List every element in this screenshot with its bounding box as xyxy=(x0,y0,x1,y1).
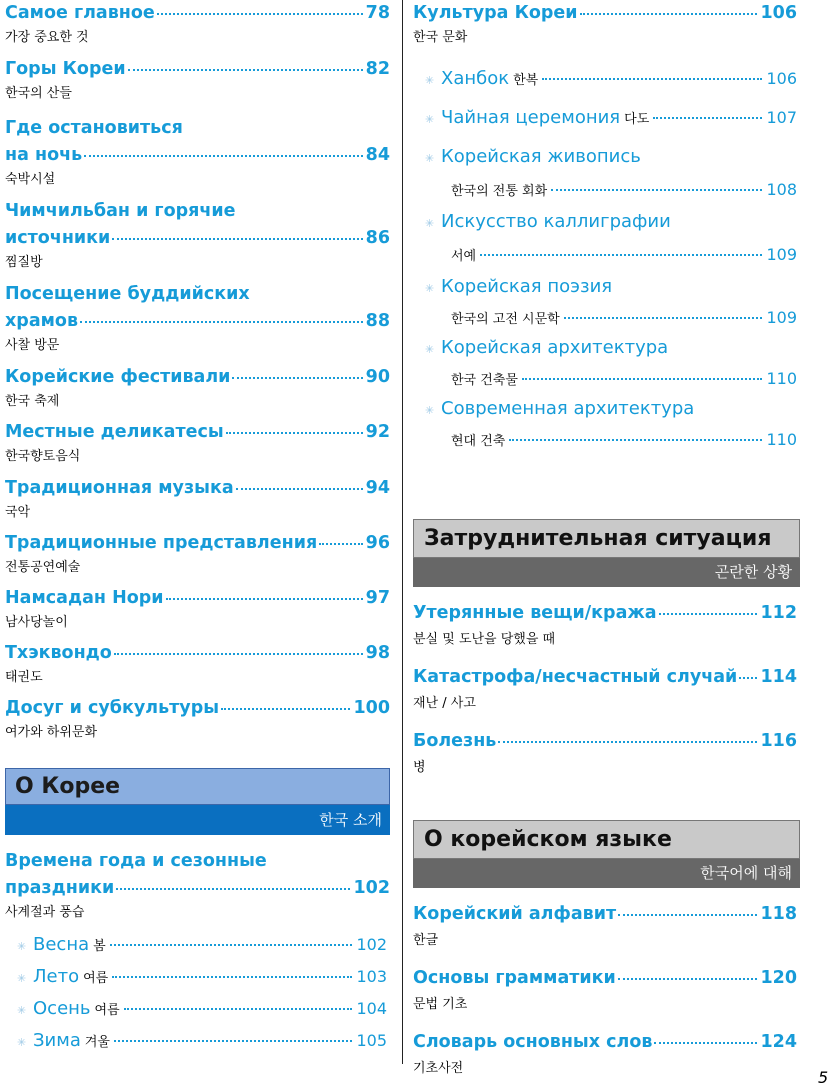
toc-korean: 여가와 하위문화 xyxy=(5,725,98,740)
toc-page: 112 xyxy=(760,603,797,623)
toc-entry[interactable] xyxy=(413,600,797,650)
leader-dots xyxy=(221,708,350,710)
toc-entry[interactable] xyxy=(5,585,390,633)
sub-korean: 서예 xyxy=(451,249,477,264)
sub-korean: 한국의 고전 시문학 xyxy=(451,312,560,327)
bullet-star-icon: ✳ xyxy=(425,217,435,230)
toc-korean: 남사당놀이 xyxy=(5,615,68,630)
sub-page: 106 xyxy=(766,69,797,88)
toc-page: 100 xyxy=(353,698,390,718)
sub-entry[interactable] xyxy=(425,105,797,133)
toc-korean: 태권도 xyxy=(5,670,43,685)
sub-line2 xyxy=(451,308,797,327)
leader-dots xyxy=(110,944,353,946)
toc-page: 98 xyxy=(365,643,390,663)
leader-dots xyxy=(114,653,363,655)
bullet-star-icon: ✳ xyxy=(17,940,27,953)
section-header-trouble xyxy=(413,519,800,587)
toc-entry[interactable] xyxy=(5,197,390,273)
sub-title[interactable]: Современная архитектура xyxy=(441,398,695,419)
toc-korean: 국악 xyxy=(5,505,31,520)
leader-dots xyxy=(659,613,758,615)
toc-page: 88 xyxy=(365,311,390,331)
toc-page: 90 xyxy=(365,367,390,387)
toc-korean: 한국 축제 xyxy=(5,394,60,409)
sub-korean: 현대 건축 xyxy=(451,434,506,449)
toc-entry[interactable] xyxy=(5,475,390,523)
toc-page: 120 xyxy=(760,968,797,988)
sub-entry[interactable] xyxy=(425,209,797,264)
sub-entry[interactable] xyxy=(425,274,797,327)
bullet-star-icon: ✳ xyxy=(17,972,27,985)
sub-title[interactable]: Весна xyxy=(33,934,90,955)
toc-title[interactable]: Словарь основных слов xyxy=(413,1032,653,1052)
leader-dots xyxy=(551,189,762,191)
leader-dots xyxy=(522,378,763,380)
page-number: 5 xyxy=(818,1068,829,1087)
sub-line2 xyxy=(451,369,797,388)
toc-title[interactable]: Традиционные представления xyxy=(5,533,318,553)
bullet-star-icon: ✳ xyxy=(425,282,435,295)
toc-page: 94 xyxy=(365,478,390,498)
sub-page: 105 xyxy=(356,1031,387,1050)
leader-dots xyxy=(542,78,762,80)
language-list xyxy=(413,901,797,1079)
sub-title[interactable]: Ханбок xyxy=(441,68,510,89)
sub-entry[interactable] xyxy=(425,144,797,199)
leader-dots xyxy=(157,13,363,15)
toc-korean: 숙박시설 xyxy=(5,172,56,187)
sub-title[interactable]: Зима xyxy=(33,1030,81,1051)
toc-korean: 분실 및 도난을 당했을 때 xyxy=(413,632,556,647)
toc-title[interactable]: Болезнь xyxy=(413,731,497,751)
section-title: Затруднительная ситуация xyxy=(413,519,800,558)
sub-korean: 여름 xyxy=(83,971,109,986)
section-subtitle-korean: 한국어에 대해 xyxy=(413,859,800,888)
toc-title[interactable]: Намсадан Нори xyxy=(5,588,164,608)
sub-page: 109 xyxy=(766,245,797,264)
toc-korean: 기초사전 xyxy=(413,1061,464,1076)
sub-entry[interactable] xyxy=(17,1028,387,1056)
toc-title-line1[interactable]: Посещение буддийских xyxy=(5,284,250,304)
toc-page: 116 xyxy=(760,731,797,751)
toc-page: 124 xyxy=(760,1032,797,1052)
toc-title[interactable]: Утерянные вещи/кража xyxy=(413,603,657,623)
leader-dots xyxy=(480,254,762,256)
sub-title[interactable]: Лето xyxy=(33,966,80,987)
toc-page: 96 xyxy=(365,533,390,553)
leader-dots xyxy=(116,888,350,890)
sub-title[interactable]: Искусство каллиграфии xyxy=(441,211,671,232)
section-title: О корейском языке xyxy=(413,820,800,859)
toc-title[interactable]: Тхэквондо xyxy=(5,643,112,663)
bullet-star-icon: ✳ xyxy=(425,74,435,87)
toc-title[interactable]: Корейские фестивали xyxy=(5,367,231,387)
toc-entry[interactable] xyxy=(5,847,390,923)
leader-dots xyxy=(84,155,362,157)
leader-dots xyxy=(124,1008,353,1010)
leader-dots xyxy=(112,976,352,978)
leader-dots xyxy=(498,741,757,743)
trouble-list xyxy=(413,600,797,778)
toc-korean: 사계절과 풍습 xyxy=(5,905,85,920)
sub-page: 107 xyxy=(766,108,797,127)
section-title: О Корее xyxy=(5,768,390,805)
culture-subitems xyxy=(425,66,797,449)
toc-korean: 사찰 방문 xyxy=(5,338,60,353)
leader-dots xyxy=(654,1042,757,1044)
sub-line2 xyxy=(451,245,797,264)
toc-korean: 한국의 산들 xyxy=(5,86,72,101)
bullet-star-icon: ✳ xyxy=(425,343,435,356)
toc-korean: 한국향토음식 xyxy=(5,449,81,464)
toc-entry[interactable] xyxy=(413,728,797,778)
toc-entry[interactable] xyxy=(5,114,390,190)
sub-entry[interactable] xyxy=(425,66,797,94)
sub-page: 102 xyxy=(356,935,387,954)
toc-entry[interactable] xyxy=(5,56,390,104)
leader-dots xyxy=(232,377,362,379)
toc-entry[interactable] xyxy=(5,419,390,467)
sub-title[interactable]: Чайная церемония xyxy=(441,107,621,128)
toc-entry[interactable] xyxy=(5,695,390,743)
toc-page: 102 xyxy=(353,878,390,898)
sub-entry[interactable] xyxy=(17,996,387,1024)
leader-dots xyxy=(80,321,363,323)
sub-entry[interactable] xyxy=(17,932,387,960)
toc-entry[interactable] xyxy=(413,664,797,714)
toc-page: 106 xyxy=(760,3,797,23)
sub-page: 110 xyxy=(766,430,797,449)
bullet-star-icon: ✳ xyxy=(425,404,435,417)
toc-title[interactable]: Горы Кореи xyxy=(5,59,126,79)
section-subtitle-korean: 곤란한 상황 xyxy=(413,558,800,587)
toc-page: 118 xyxy=(760,904,797,924)
toc-title-line1[interactable]: Где остановиться xyxy=(5,118,183,138)
leader-dots xyxy=(653,117,762,119)
toc-title-line1[interactable]: Чимчильбан и горячие xyxy=(5,201,236,221)
sub-korean: 겨울 xyxy=(84,1035,110,1050)
toc-page: 114 xyxy=(760,667,797,687)
toc-page: 92 xyxy=(365,422,390,442)
toc-korean: 재난 / 사고 xyxy=(413,696,476,711)
toc-korean: 전통공연예술 xyxy=(5,560,81,575)
sub-page: 109 xyxy=(766,308,797,327)
sub-korean: 다도 xyxy=(624,112,650,127)
toc-title[interactable]: Местные деликатесы xyxy=(5,422,224,442)
column-divider xyxy=(402,0,403,1064)
sub-title[interactable]: Корейская архитектура xyxy=(441,337,669,358)
leader-dots xyxy=(564,317,763,319)
toc-page: 84 xyxy=(365,145,390,165)
leader-dots xyxy=(112,238,362,240)
sub-title[interactable]: Осень xyxy=(33,998,91,1019)
toc-korean: 가장 중요한 것 xyxy=(5,30,89,45)
sub-korean: 봄 xyxy=(93,939,106,954)
leader-dots xyxy=(236,488,363,490)
sub-korean: 여름 xyxy=(94,1003,120,1018)
toc-entry[interactable] xyxy=(5,364,390,412)
leader-dots xyxy=(319,543,362,545)
section-header-language xyxy=(413,820,800,888)
season-subitems xyxy=(17,932,387,1056)
section-subtitle-korean: 한국 소개 xyxy=(5,805,390,835)
bullet-star-icon: ✳ xyxy=(425,113,435,126)
leader-dots xyxy=(226,432,363,434)
sub-page: 104 xyxy=(356,999,387,1018)
toc-page: 86 xyxy=(365,228,390,248)
leader-dots xyxy=(580,13,758,15)
toc-page: 78 xyxy=(365,3,390,23)
toc-korean: 병 xyxy=(413,760,426,775)
toc-title[interactable]: Культура Кореи xyxy=(413,3,578,23)
toc-page: 97 xyxy=(365,588,390,608)
toc-title[interactable]: праздники xyxy=(5,878,115,898)
toc-page: 82 xyxy=(365,59,390,79)
toc-korean: 찜질방 xyxy=(5,255,43,270)
toc-entry[interactable] xyxy=(413,0,797,48)
toc-entry[interactable] xyxy=(5,640,390,688)
sub-page: 108 xyxy=(766,180,797,199)
bullet-star-icon: ✳ xyxy=(17,1036,27,1049)
sub-line2 xyxy=(451,180,797,199)
toc-title[interactable]: источники xyxy=(5,228,111,248)
toc-korean: 한글 xyxy=(413,933,439,948)
bullet-star-icon: ✳ xyxy=(425,152,435,165)
toc-title[interactable]: храмов xyxy=(5,311,79,331)
sub-line2 xyxy=(451,430,797,449)
sub-entry[interactable] xyxy=(425,396,797,449)
leader-dots xyxy=(618,914,757,916)
section-header-about-korea xyxy=(5,768,390,835)
sub-entry[interactable] xyxy=(425,335,797,388)
leader-dots xyxy=(114,1040,352,1042)
leader-dots xyxy=(166,598,363,600)
toc-title[interactable]: Катастрофа/несчастный случай xyxy=(413,667,738,687)
toc-title[interactable]: на ночь xyxy=(5,145,83,165)
bullet-star-icon: ✳ xyxy=(17,1004,27,1017)
leader-dots xyxy=(618,978,758,980)
toc-entry[interactable] xyxy=(5,280,390,356)
toc-title[interactable]: Основы грамматики xyxy=(413,968,616,988)
toc-entry[interactable] xyxy=(5,0,390,48)
leader-dots xyxy=(128,69,363,71)
toc-title[interactable]: Корейский алфавит xyxy=(413,904,617,924)
sub-korean: 한복 xyxy=(513,73,539,88)
leader-dots xyxy=(509,439,762,441)
toc-entry[interactable] xyxy=(413,1029,797,1079)
toc-entry[interactable] xyxy=(413,965,797,1015)
toc-entry[interactable] xyxy=(413,901,797,951)
toc-title-line1[interactable]: Времена года и сезонные xyxy=(5,851,267,871)
toc-entry[interactable] xyxy=(5,530,390,578)
toc-korean: 문법 기초 xyxy=(413,997,468,1012)
sub-title[interactable]: Корейская живопись xyxy=(441,146,641,167)
leader-dots xyxy=(739,677,757,679)
sub-korean: 한국 건축물 xyxy=(451,373,518,388)
sub-page: 103 xyxy=(356,967,387,986)
toc-korean: 한국 문화 xyxy=(413,30,468,45)
sub-page: 110 xyxy=(766,369,797,388)
toc-title[interactable]: Традиционная музыка xyxy=(5,478,234,498)
sub-entry[interactable] xyxy=(17,964,387,992)
toc-title[interactable]: Самое главное xyxy=(5,3,155,23)
toc-title[interactable]: Досуг и субкультуры xyxy=(5,698,220,718)
sub-korean: 한국의 전통 회화 xyxy=(451,184,548,199)
sub-title[interactable]: Корейская поэзия xyxy=(441,276,613,297)
